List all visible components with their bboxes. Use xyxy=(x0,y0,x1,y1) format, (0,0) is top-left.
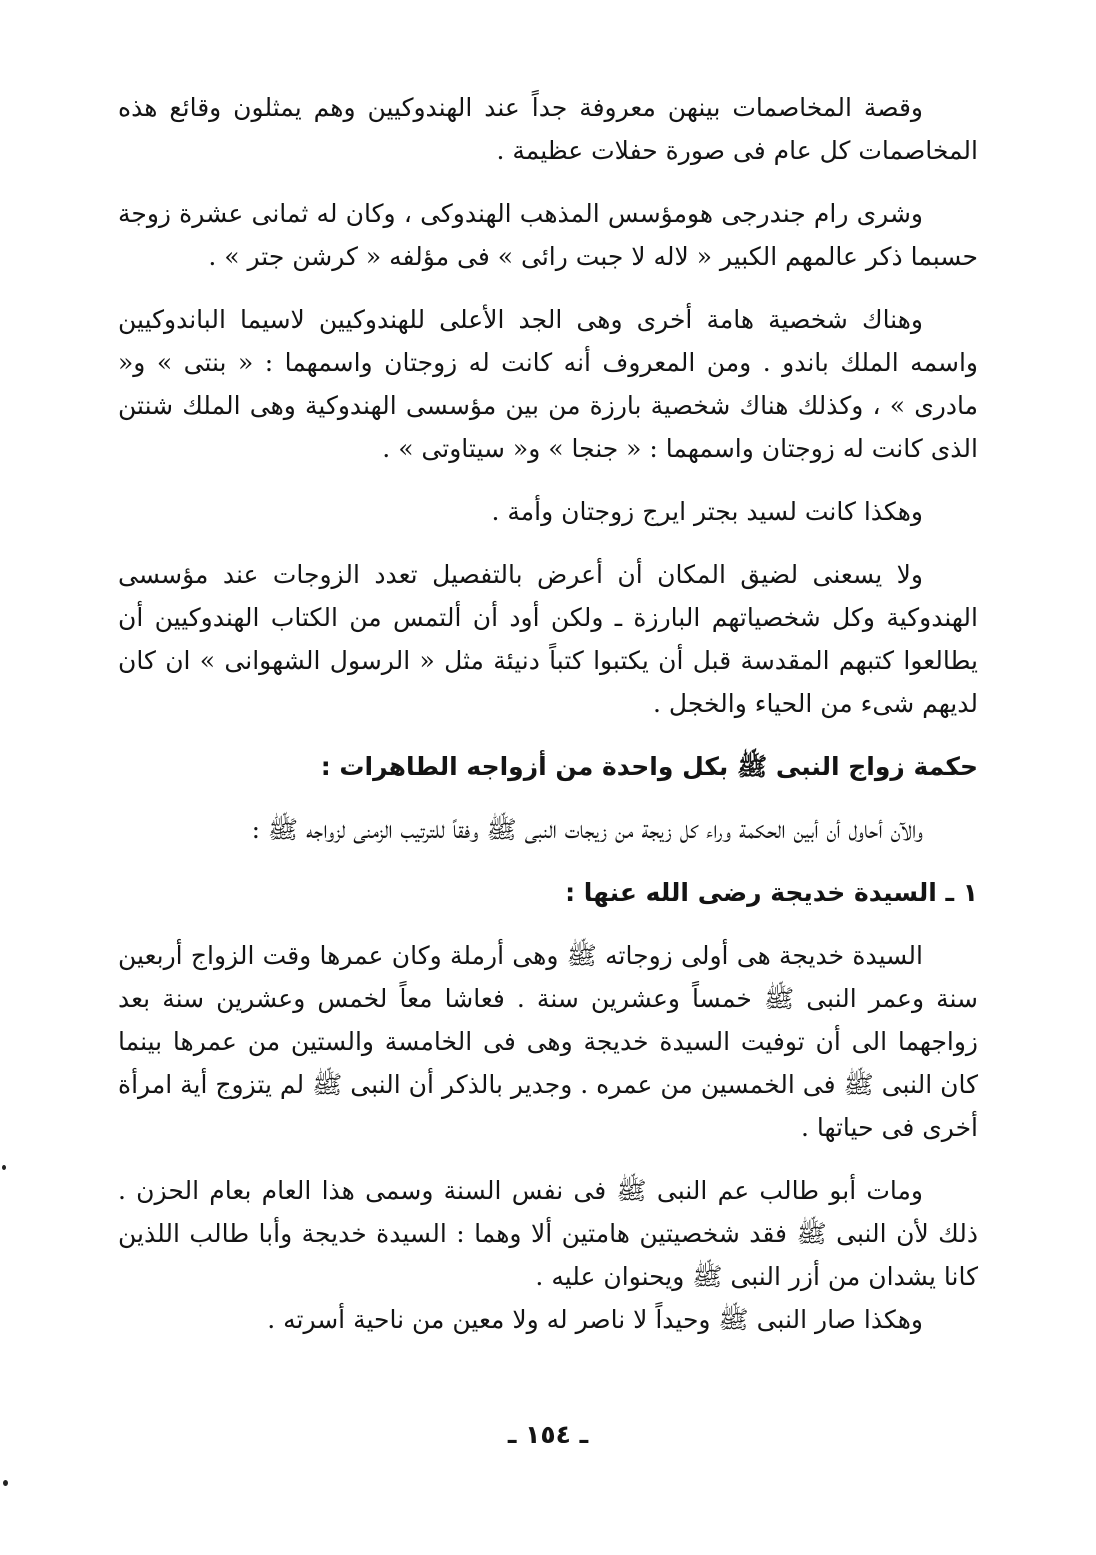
scan-margin-dot xyxy=(2,1165,6,1170)
section-heading-khadija: ١ ـ السيدة خديجة رضى الله عنها : xyxy=(565,878,978,907)
paragraph-3: وهناك شخصية هامة أخرى وهى الجد الأعلى للهندوكيين لاسيما الباندوكيين واسمه الملك باندو . ومن المعروف أنه كانت له زوجتان واسمهما : « بنتى » و« مادرى » ، وكذلك هناك شخصية بارزة من بين مؤسسى الهندوكية وهى الملك شنتن الذى كانت له زوجتان واسمهما : « جنجا » و« سيتاوتى » . xyxy=(118,305,978,463)
page-number: ـ ١٥٤ ـ xyxy=(507,1420,589,1449)
paragraph-4: وهكذا كانت لسيد بجتر ايرج زوجتان وأمة . xyxy=(491,497,923,526)
paragraph-2: وشرى رام جندرجى هومؤسس المذهب الهندوكى ، وكان له ثمانى عشرة زوجة حسبما ذكر عالمهم الكبير « لاله لا جبت رائى » فى مؤلفه « كرشن جتر » . xyxy=(118,199,978,271)
paragraph-khadija-1: السيدة خديجة هى أولى زوجاته ﷺ وهى أرملة وكان عمرها وقت الزواج أربعين سنة وعمر النبى ﷺ خمساً وعشرين سنة . فعاشا معاً لخمس وعشرين سنة بعد زواجهما الى أن توفيت السيدة خديجة وهى فى الخامسة والستين من عمرها بينما كان النبى ﷺ فى الخمسين من عمره . وجدير بالذكر أن النبى ﷺ لم يتزوج أية امرأة أخرى فى حياتها . xyxy=(118,941,978,1142)
paragraph-khadija-3: وهكذا صار النبى ﷺ وحيداً لا ناصر له ولا معين من ناحية أسرته . xyxy=(267,1305,923,1334)
paragraph-intro: والآن أحاول أن أبين الحكمة وراء كل زيجة من زيجات النبى ﷺ وفقاً للترتيب الزمنى لزواجه ﷺ : xyxy=(251,815,923,844)
paragraph-5: ولا يسعنى لضيق المكان أن أعرض بالتفصيل تعدد الزوجات عند مؤسسى الهندوكية وكل شخصياتهم البارزة ـ ولكن أود أن ألتمس من الكتاب الهندوكيين أن يطالعوا كتبهم المقدسة قبل أن يكتبوا كتباً دنيئة مثل « الرسول الشهوانى » ان كان لديهم شىء من الحياء والخجل . xyxy=(118,560,978,718)
paragraph-1: وقصة المخاصمات بينهن معروفة جداً عند الهندوكيين وهم يمثلون وقائع هذه المخاصمات كل عام فى صورة حفلات عظيمة . xyxy=(118,93,978,165)
paragraph-khadija-2: ومات أبو طالب عم النبى ﷺ فى نفس السنة وسمى هذا العام بعام الحزن . ذلك لأن النبى ﷺ فقد شخصيتين هامتين ألا وهما : السيدة خديجة وأبا طالب اللذين كانا يشدان من أزر النبى ﷺ ويحنوان عليه . xyxy=(118,1176,978,1291)
page-body xyxy=(118,86,978,1341)
section-heading-wisdom: حكمة زواج النبى ﷺ بكل واحدة من أزواجه الطاهرات : xyxy=(320,752,978,781)
scan-margin-dot xyxy=(3,1480,8,1486)
